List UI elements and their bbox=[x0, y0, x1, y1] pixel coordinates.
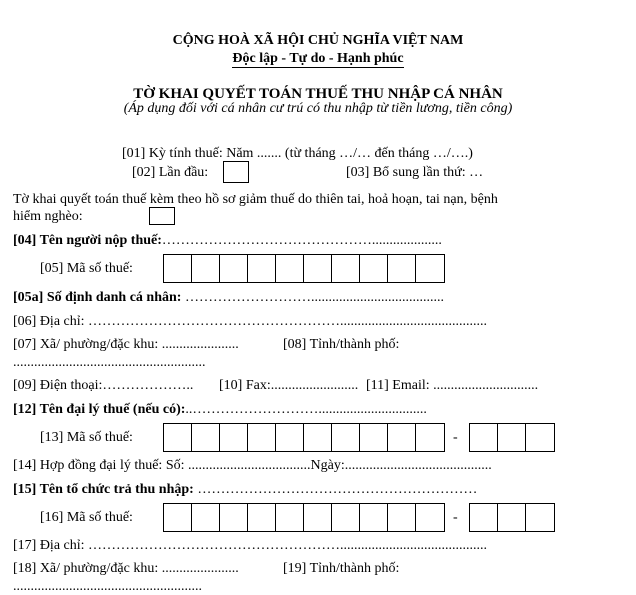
digit-box[interactable] bbox=[304, 424, 332, 451]
digit-box[interactable] bbox=[304, 504, 332, 531]
payer-tax-code-dash: - bbox=[453, 510, 458, 525]
payer-org-row bbox=[13, 482, 477, 498]
province-label: [08] Tỉnh/thành phố: bbox=[283, 337, 400, 352]
digit-box[interactable] bbox=[360, 255, 388, 282]
address-row: [06] Địa chỉ: ……………………………………………….......................................... bbox=[13, 314, 488, 329]
digit-box[interactable] bbox=[416, 255, 444, 282]
agent-tax-code-label: [13] Mã số thuế: bbox=[40, 430, 133, 445]
agent-tax-code-suffix-boxes[interactable] bbox=[469, 423, 555, 452]
ward-continuation: ....................................................... bbox=[13, 355, 206, 370]
first-time-label: [02] Lần đầu: bbox=[132, 165, 209, 180]
motto-text: Độc lập - Tự do - Hạnh phúc bbox=[232, 51, 404, 66]
payer-address-row: [17] Địa chỉ: ……………………………………………….......................................... bbox=[13, 538, 488, 553]
digit-box[interactable] bbox=[388, 504, 416, 531]
digit-box[interactable] bbox=[248, 504, 276, 531]
payer-org-field[interactable]: …………………………………………………… bbox=[197, 482, 478, 497]
payer-province-label: [19] Tỉnh/thành phố: bbox=[283, 561, 400, 576]
digit-box[interactable] bbox=[276, 424, 304, 451]
digit-box[interactable] bbox=[220, 424, 248, 451]
agent-contract-row: [14] Hợp đồng đại lý thuế: Số: ...................................Ngày:.......................................... bbox=[13, 458, 492, 473]
form-title: TỜ KHAI QUYẾT TOÁN THUẾ THU NHẬP CÁ NHÂN bbox=[133, 86, 503, 102]
digit-box[interactable] bbox=[360, 504, 388, 531]
digit-box[interactable] bbox=[276, 255, 304, 282]
digit-box[interactable] bbox=[416, 424, 444, 451]
payer-ward-label: [18] Xã/ phường/đặc khu: ...................... bbox=[13, 561, 239, 576]
national-title: CỘNG HOÀ XÃ HỘI CHỦ NGHĨA VIỆT NAM bbox=[172, 33, 464, 48]
digit-box[interactable] bbox=[220, 504, 248, 531]
payer-tax-code-label: [16] Mã số thuế: bbox=[40, 510, 133, 525]
digit-box[interactable] bbox=[164, 255, 192, 282]
taxpayer-name-label: [04] Tên người nộp thuế: bbox=[13, 233, 162, 248]
personal-id-label: [05a] Số định danh cá nhân: bbox=[13, 290, 182, 305]
digit-box[interactable] bbox=[164, 504, 192, 531]
form-subtitle: (Áp dụng đối với cá nhân cư trú có thu nhập từ tiền lương, tiền công) bbox=[123, 101, 513, 116]
fax-label: [10] Fax:......................... bbox=[219, 378, 359, 393]
payer-org-label: [15] Tên tổ chức trả thu nhập: bbox=[13, 482, 194, 497]
ward-label: [07] Xã/ phường/đặc khu: ...................... bbox=[13, 337, 239, 352]
first-time-checkbox[interactable] bbox=[223, 161, 249, 183]
phone-label: [09] Điện thoại:……………….. bbox=[13, 378, 194, 393]
payer-ward-continuation: ...................................................... bbox=[13, 579, 202, 594]
taxpayer-tax-code-boxes[interactable] bbox=[163, 254, 445, 283]
taxpayer-name-row bbox=[13, 233, 442, 249]
agent-tax-code-dash: - bbox=[453, 430, 458, 445]
tax-agent-label: [12] Tên đại lý thuế (nếu có): bbox=[13, 402, 186, 417]
digit-box[interactable] bbox=[526, 424, 554, 451]
national-motto bbox=[0, 51, 636, 67]
digit-box[interactable] bbox=[192, 424, 220, 451]
declaration-text-line2: hiểm nghèo: bbox=[13, 209, 83, 224]
personal-id-row bbox=[13, 290, 444, 306]
taxpayer-name-field[interactable]: ……………………………………….................... bbox=[161, 233, 442, 248]
digit-box[interactable] bbox=[526, 504, 554, 531]
digit-box[interactable] bbox=[248, 424, 276, 451]
tax-agent-row bbox=[13, 402, 427, 418]
tax-agent-field[interactable]: ..………………………............................... bbox=[185, 402, 427, 417]
digit-box[interactable] bbox=[192, 255, 220, 282]
tax-period-label: [01] Kỳ tính thuế: Năm ....... (từ tháng …/… đến tháng …/….) bbox=[122, 146, 473, 161]
digit-box[interactable] bbox=[304, 255, 332, 282]
digit-box[interactable] bbox=[248, 255, 276, 282]
digit-box[interactable] bbox=[388, 255, 416, 282]
taxpayer-tax-code-label: [05] Mã số thuế: bbox=[40, 261, 133, 276]
declaration-text-line1: Tờ khai quyết toán thuế kèm theo hồ sơ giảm thuế do thiên tai, hoả hoạn, tai nạn, bệnh bbox=[13, 192, 498, 207]
digit-box[interactable] bbox=[498, 424, 526, 451]
personal-id-field[interactable]: ………………………...................................... bbox=[184, 290, 444, 305]
digit-box[interactable] bbox=[360, 424, 388, 451]
digit-box[interactable] bbox=[470, 504, 498, 531]
email-label: [11] Email: .............................. bbox=[366, 378, 539, 393]
digit-box[interactable] bbox=[276, 504, 304, 531]
payer-tax-code-boxes[interactable] bbox=[163, 503, 445, 532]
agent-tax-code-boxes[interactable] bbox=[163, 423, 445, 452]
digit-box[interactable] bbox=[498, 504, 526, 531]
digit-box[interactable] bbox=[332, 504, 360, 531]
supplement-label: [03] Bổ sung lần thứ: … bbox=[346, 165, 484, 180]
digit-box[interactable] bbox=[220, 255, 248, 282]
tax-reduction-checkbox[interactable] bbox=[149, 207, 175, 225]
payer-tax-code-suffix-boxes[interactable] bbox=[469, 503, 555, 532]
digit-box[interactable] bbox=[192, 504, 220, 531]
digit-box[interactable] bbox=[416, 504, 444, 531]
digit-box[interactable] bbox=[332, 255, 360, 282]
digit-box[interactable] bbox=[332, 424, 360, 451]
digit-box[interactable] bbox=[470, 424, 498, 451]
digit-box[interactable] bbox=[388, 424, 416, 451]
digit-box[interactable] bbox=[164, 424, 192, 451]
